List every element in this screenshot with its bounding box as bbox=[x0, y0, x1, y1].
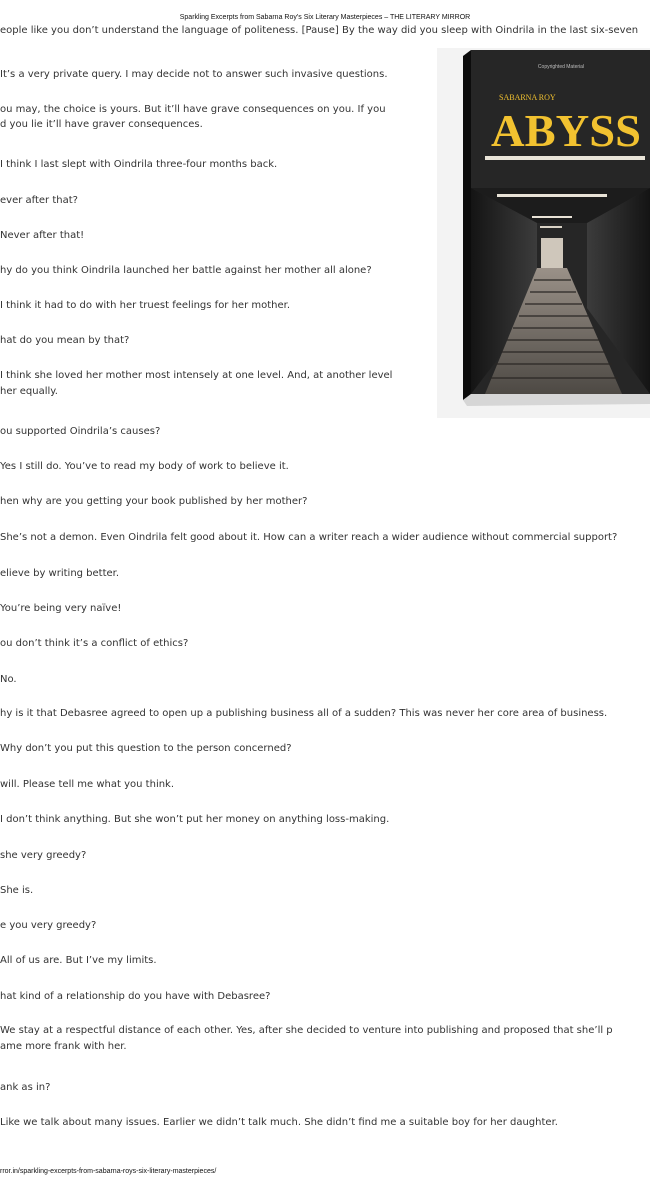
page-footer-url: rror.in/sparkling-excerpts-from-sabarna-roys-six-literary-masterpieces/ bbox=[0, 1168, 217, 1175]
dialogue-line: It’s a very private query. I may decide not to answer such invasive questions. bbox=[0, 69, 388, 80]
dialogue-line: ever after that? bbox=[0, 195, 78, 206]
dialogue-line: hen why are you getting your book published by her mother? bbox=[0, 496, 308, 507]
dialogue-line: She’s not a demon. Even Oindrila felt good about it. How can a writer reach a wider audience without commercial support? bbox=[0, 532, 618, 543]
dialogue-line: Why don’t you put this question to the person concerned? bbox=[0, 743, 292, 754]
dialogue-line: hat do you mean by that? bbox=[0, 335, 130, 346]
dialogue-line: hat kind of a relationship do you have with Debasree? bbox=[0, 991, 271, 1002]
abyss-book-cover bbox=[437, 48, 650, 418]
dialogue-line: will. Please tell me what you think. bbox=[0, 779, 175, 790]
dialogue-line: d you lie it’ll have graver consequences. bbox=[0, 119, 203, 130]
dialogue-line: Never after that! bbox=[0, 230, 85, 241]
dialogue-line: she very greedy? bbox=[0, 850, 87, 861]
dialogue-line: We stay at a respectful distance of each other. Yes, after she decided to venture into publishing and proposed that she’ll p bbox=[0, 1025, 613, 1036]
dialogue-line: She is. bbox=[0, 885, 34, 896]
dialogue-line: Yes I still do. You’ve to read my body of work to believe it. bbox=[0, 461, 289, 472]
dialogue-line: ame more frank with her. bbox=[0, 1041, 127, 1052]
dialogue-line: All of us are. But I’ve my limits. bbox=[0, 955, 157, 966]
dialogue-line: You’re being very naïve! bbox=[0, 603, 122, 614]
dialogue-line: elieve by writing better. bbox=[0, 568, 120, 579]
dialogue-line: her equally. bbox=[0, 386, 58, 397]
cover-title: ABYSS bbox=[491, 105, 641, 156]
page-header-title: Sparkling Excerpts from Sabarna Roy’s Six Literary Masterpieces – THE LITERARY MIRROR bbox=[179, 14, 471, 21]
dialogue-line: Like we talk about many issues. Earlier we didn’t talk much. She didn’t find me a suitable boy for her daughter. bbox=[0, 1117, 558, 1128]
cover-copyright-badge: Copyrighted Material bbox=[537, 64, 585, 70]
dialogue-line: ou may, the choice is yours. But it’ll have grave consequences on you. If you bbox=[0, 104, 386, 115]
dialogue-line: ou don’t think it’s a conflict of ethics? bbox=[0, 638, 189, 649]
dialogue-line: I think I last slept with Oindrila three-four months back. bbox=[0, 159, 278, 170]
cover-author-name: SABARNA ROY bbox=[499, 93, 556, 102]
dialogue-line: I don’t think anything. But she won’t put her money on anything loss-making. bbox=[0, 814, 390, 825]
dialogue-line: hy is it that Debasree agreed to open up a publishing business all of a sudden? This was never her core area of business. bbox=[0, 708, 608, 719]
dialogue-line: hy do you think Oindrila launched her battle against her mother all alone? bbox=[0, 265, 372, 276]
book-cover-image bbox=[437, 48, 650, 418]
dialogue-line: ou supported Oindrila’s causes? bbox=[0, 426, 161, 437]
dialogue-line: I think she loved her mother most intensely at one level. And, at another level bbox=[0, 370, 393, 381]
dialogue-line: No. bbox=[0, 674, 17, 685]
dialogue-line: eople like you don’t understand the language of politeness. [Pause] By the way did you sleep with Oindrila in the last six-seven bbox=[0, 25, 639, 36]
dialogue-line: I think it had to do with her truest feelings for her mother. bbox=[0, 300, 291, 311]
dialogue-line: e you very greedy? bbox=[0, 920, 97, 931]
dialogue-line: ank as in? bbox=[0, 1082, 51, 1093]
